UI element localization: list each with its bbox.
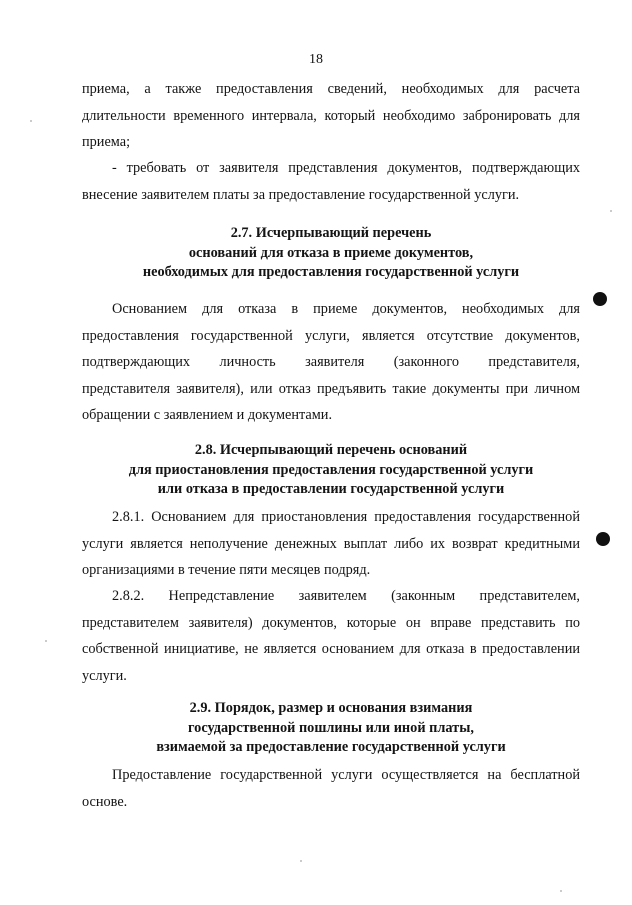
paragraph-2-8-2 bbox=[82, 583, 580, 689]
heading-line: или отказа в предоставлении государственной услуги bbox=[157, 481, 505, 497]
scan-speck bbox=[45, 640, 47, 642]
scan-speck bbox=[610, 210, 612, 212]
punch-hole-icon bbox=[596, 532, 610, 546]
punch-hole-icon bbox=[593, 292, 607, 306]
heading-line: необходимых для предоставления государственной услуги bbox=[142, 264, 520, 280]
text-line: приема; bbox=[82, 134, 131, 150]
text-line: организациями в течение пяти месяцев подряд. bbox=[82, 562, 371, 578]
text-line: приема, а также предоставления сведений, необходимых для расчета bbox=[82, 81, 580, 97]
text-line: основе. bbox=[82, 793, 128, 810]
text-line: Предоставление государственной услуги осуществляется на бесплатной bbox=[112, 767, 580, 783]
heading-line: для приостановления предоставления государственной услуги bbox=[128, 461, 534, 478]
text-line: услуги является неполучение денежных выплат либо их возврат кредитными bbox=[82, 535, 580, 552]
text-line: подтверждающих личность заявителя (законного представителя, bbox=[82, 354, 580, 370]
page-number: 18 bbox=[309, 52, 323, 67]
text-line: предоставления государственной услуги, является отсутствие документов, bbox=[82, 327, 580, 344]
section-heading-2-7 bbox=[82, 224, 580, 283]
paragraph-fee bbox=[82, 762, 580, 815]
text-line: длительности временного интервала, который необходимо забронировать для bbox=[82, 107, 580, 124]
paragraph-requirement bbox=[82, 155, 580, 208]
text-line: обращении с заявлением и документами. bbox=[82, 407, 333, 423]
heading-line: 2.7. Исчерпывающий перечень bbox=[230, 225, 432, 241]
heading-line: государственной пошлины или иной платы, bbox=[188, 719, 474, 736]
paragraph-intro bbox=[82, 76, 580, 156]
section-heading-2-8 bbox=[82, 441, 580, 500]
heading-line: 2.9. Порядок, размер и основания взимания bbox=[189, 700, 473, 716]
text-line: 2.8.2. Непредставление заявителем (законным представителем, bbox=[112, 588, 580, 604]
scan-speck bbox=[30, 120, 32, 122]
scan-speck bbox=[300, 860, 302, 862]
heading-line: оснований для отказа в приеме документов, bbox=[188, 244, 474, 261]
text-line: представителем заявителя) документов, которые он вправе представить по bbox=[82, 614, 580, 631]
paragraph-2-8-1 bbox=[82, 504, 580, 584]
text-line: Основанием для отказа в приеме документов, необходимых для bbox=[112, 301, 580, 317]
heading-line: 2.8. Исчерпывающий перечень оснований bbox=[194, 442, 468, 458]
heading-line: взимаемой за предоставление государственной услуги bbox=[156, 739, 506, 755]
section-heading-2-9 bbox=[82, 699, 580, 758]
scan-speck bbox=[560, 890, 562, 892]
text-line: - требовать от заявителя представления документов, подтверждающих bbox=[112, 160, 580, 176]
text-line: собственной инициативе, не является основанием для отказа в предоставлении bbox=[82, 641, 580, 657]
text-line: 2.8.1. Основанием для приостановления предоставления государственной bbox=[112, 509, 580, 525]
text-line: услуги. bbox=[82, 667, 127, 684]
text-line: представителя заявителя), или отказ предъявить такие документы при личном bbox=[82, 380, 580, 397]
paragraph-refusal-grounds bbox=[82, 296, 580, 429]
text-line: внесение заявителем платы за предоставление государственной услуги. bbox=[82, 186, 520, 203]
